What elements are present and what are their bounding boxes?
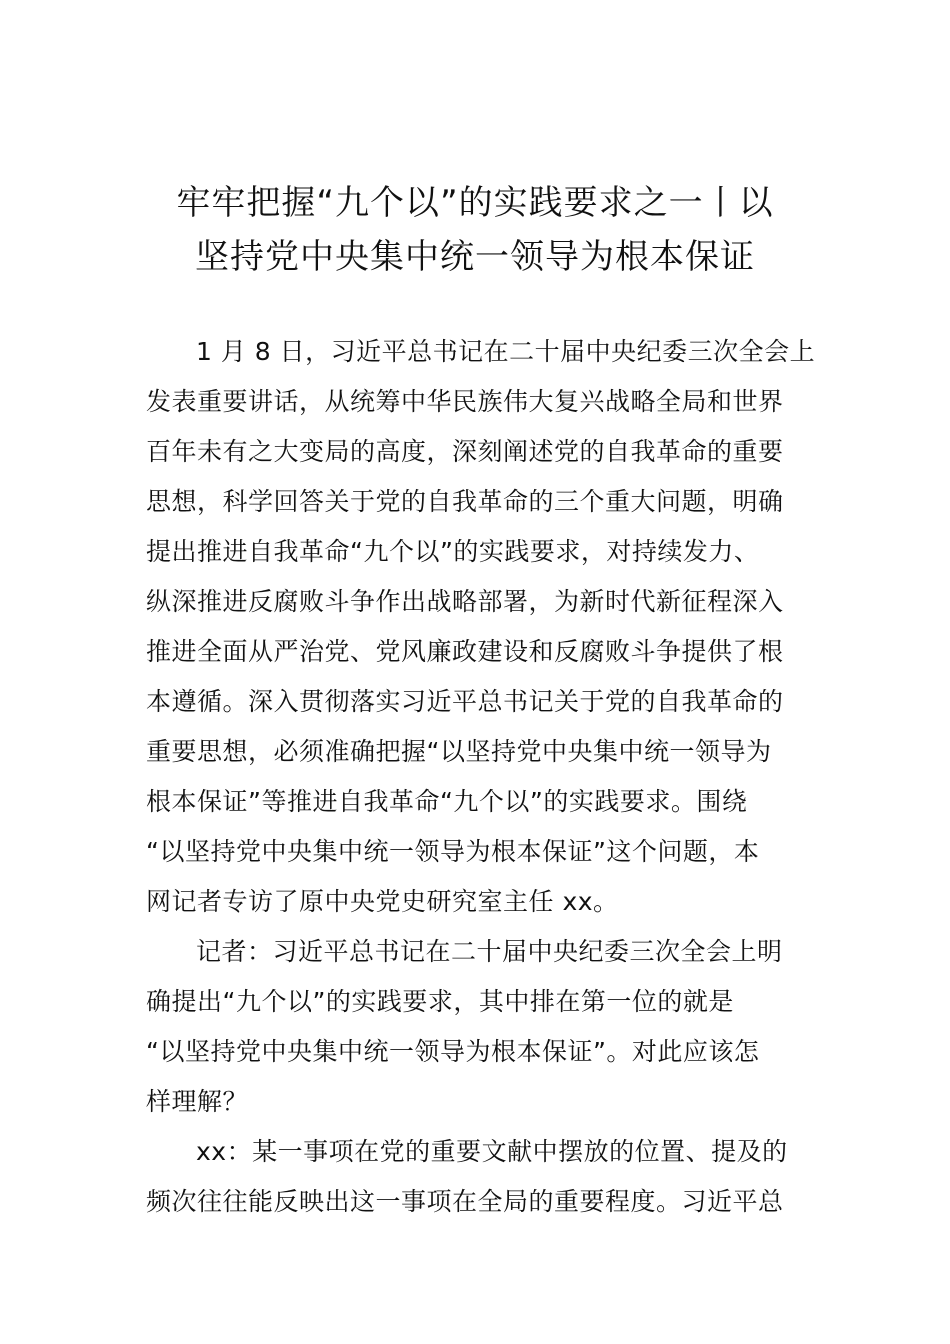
text-line: 提出推进自我革命“九个以”的实践要求，对持续发力、	[146, 537, 760, 566]
text-line: 推进全面从严治党、党风廉政建设和反腐败斗争提供了根	[146, 637, 784, 666]
text-line: “以坚持党中央集中统一领导为根本保证”。对此应该怎	[146, 1037, 760, 1066]
title-line: 牢牢把握“九个以”的实践要求之一丨以	[176, 183, 774, 223]
text-line: 重要思想，必须准确把握“以坚持党中央集中统一领导为	[146, 737, 772, 766]
text-line: 本遵循。深入贯彻落实习近平总书记关于党的自我革命的	[146, 687, 784, 716]
paragraph	[146, 1127, 806, 1227]
article-body	[146, 327, 816, 1227]
text-line: 确提出“九个以”的实践要求，其中排在第一位的就是	[146, 987, 734, 1016]
text-line: 1 月 8 日，习近平总书记在二十届中央纪委三次全会上	[196, 337, 816, 366]
text-line: 样理解？	[146, 1087, 249, 1116]
title-line: 坚持党中央集中统一领导为根本保证	[195, 237, 755, 277]
text-line: 根本保证”等推进自我革命“九个以”的实践要求。围绕	[146, 787, 748, 816]
text-line: xx：某一事项在党的重要文献中摆放的位置、提及的	[196, 1137, 788, 1166]
text-line: 频次往往能反映出这一事项在全局的重要程度。习近平总	[146, 1187, 784, 1216]
text-line: 思想，科学回答关于党的自我革命的三个重大问题，明确	[146, 487, 784, 516]
paragraph	[146, 927, 806, 1127]
text-line: “以坚持党中央集中统一领导为根本保证”这个问题，本	[146, 837, 760, 866]
text-line: 百年未有之大变局的高度，深刻阐述党的自我革命的重要	[146, 437, 784, 466]
text-line: 发表重要讲话，从统筹中华民族伟大复兴战略全局和世界	[146, 387, 784, 416]
paragraph	[146, 327, 816, 927]
text-line: 纵深推进反腐败斗争作出战略部署，为新时代新征程深入	[146, 587, 784, 616]
text-line: 网记者专访了原中央党史研究室主任 xx。	[146, 887, 619, 916]
text-line: 记者：习近平总书记在二十届中央纪委三次全会上明	[196, 937, 783, 966]
page-title	[140, 176, 810, 284]
